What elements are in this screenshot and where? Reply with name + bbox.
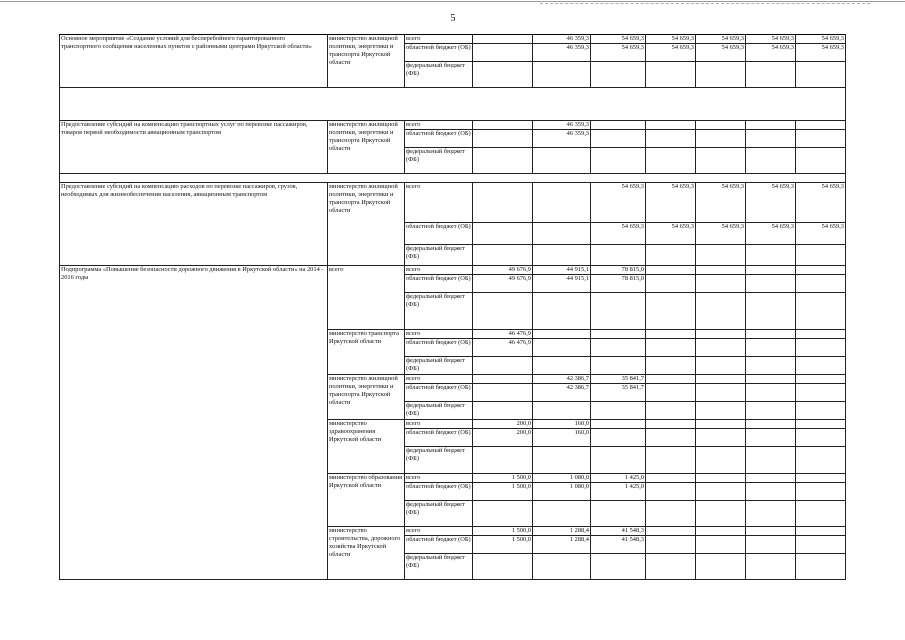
funding-source: федеральный бюджет (ФБ) (405, 293, 473, 330)
amount-cell (746, 330, 796, 339)
amount-cell: 1 500,0 (473, 483, 533, 501)
amount-cell (646, 536, 696, 554)
funding-source: всего (405, 474, 473, 483)
amount-cell: 200,0 (473, 429, 533, 447)
amount-cell (796, 384, 846, 402)
amount-cell (796, 339, 846, 357)
amount-cell (646, 402, 696, 420)
table-row (60, 183, 846, 223)
amount-cell: 54 659,3 (796, 35, 846, 44)
responsible-executor: министерство жилищной политики, энергетики и транспорта Иркутской области (328, 121, 405, 174)
amount-cell (746, 483, 796, 501)
amount-cell (591, 501, 646, 527)
amount-cell (696, 501, 746, 527)
amount-cell: 54 659,3 (646, 183, 696, 223)
amount-cell: 1 500,0 (473, 474, 533, 483)
amount-cell (696, 339, 746, 357)
amount-cell (696, 330, 746, 339)
amount-cell: 54 659,3 (796, 183, 846, 223)
amount-cell: 54 659,3 (646, 35, 696, 44)
amount-cell: 46 359,3 (533, 121, 591, 130)
amount-cell (473, 130, 533, 148)
amount-cell (646, 339, 696, 357)
amount-cell (591, 429, 646, 447)
amount-cell: 54 659,3 (746, 35, 796, 44)
amount-cell (591, 330, 646, 339)
amount-cell (533, 402, 591, 420)
amount-cell (746, 429, 796, 447)
amount-cell (533, 183, 591, 223)
amount-cell: 54 659,3 (746, 223, 796, 245)
amount-cell (646, 62, 696, 88)
funding-source: областной бюджет (ОБ) (405, 223, 473, 245)
amount-cell (646, 420, 696, 429)
amount-cell (746, 474, 796, 483)
amount-cell: 54 659,3 (646, 223, 696, 245)
amount-cell (533, 293, 591, 330)
responsible-executor: министерство жилищной политики, энергетики и транспорта Иркутской области (328, 183, 405, 266)
activity-description: Предоставление субсидий на компенсацию расходов по перевозке пассажиров, грузов, необходимых для жизнеобеспечения населения, авиационным транспортом (60, 183, 328, 266)
page-top-edge-dashes (540, 3, 870, 5)
blank-gap-row (60, 174, 846, 183)
amount-cell (696, 420, 746, 429)
amount-cell (796, 266, 846, 275)
amount-cell (591, 62, 646, 88)
amount-cell (473, 293, 533, 330)
funding-source: всего (405, 375, 473, 384)
amount-cell (646, 293, 696, 330)
funding-source: всего (405, 420, 473, 429)
activity-description: Основное мероприятие «Создание условий для бесперебойного гарантированного транспортного сообщения населенных пунктов с районными центрами Иркутской области» (60, 35, 328, 88)
amount-cell: 1 500,0 (473, 536, 533, 554)
amount-cell (696, 62, 746, 88)
amount-cell (591, 293, 646, 330)
amount-cell (796, 501, 846, 527)
amount-cell (796, 527, 846, 536)
amount-cell (473, 62, 533, 88)
amount-cell: 54 659,3 (796, 223, 846, 245)
amount-cell: 1 288,4 (533, 527, 591, 536)
amount-cell (696, 447, 746, 474)
responsible-executor: министерство транспорта Иркутской области (328, 330, 405, 375)
amount-cell (796, 330, 846, 339)
amount-cell (796, 245, 846, 266)
amount-cell: 1 288,4 (533, 536, 591, 554)
amount-cell (746, 130, 796, 148)
amount-cell (473, 384, 533, 402)
amount-cell (746, 62, 796, 88)
budget-table (59, 34, 846, 580)
amount-cell (591, 420, 646, 429)
amount-cell: 41 548,3 (591, 527, 646, 536)
amount-cell (473, 402, 533, 420)
amount-cell (646, 275, 696, 293)
table-row (60, 35, 846, 44)
amount-cell (591, 402, 646, 420)
funding-source: областной бюджет (ОБ) (405, 384, 473, 402)
amount-cell (746, 339, 796, 357)
amount-cell (696, 402, 746, 420)
amount-cell (796, 293, 846, 330)
amount-cell: 54 659,3 (646, 44, 696, 62)
funding-source: областной бюджет (ОБ) (405, 339, 473, 357)
amount-cell (646, 330, 696, 339)
amount-cell (696, 130, 746, 148)
amount-cell (473, 554, 533, 580)
funding-source: областной бюджет (ОБ) (405, 130, 473, 148)
amount-cell (473, 357, 533, 375)
amount-cell (746, 245, 796, 266)
amount-cell (591, 245, 646, 266)
page-top-edge (0, 1, 905, 2)
funding-source: всего (405, 121, 473, 130)
amount-cell (746, 121, 796, 130)
page-number: 5 (450, 13, 456, 24)
amount-cell (646, 357, 696, 375)
amount-cell (646, 527, 696, 536)
blank-gap-row (60, 88, 846, 121)
amount-cell (646, 266, 696, 275)
amount-cell (473, 447, 533, 474)
responsible-executor: министерство здравоохранения Иркутской области (328, 420, 405, 474)
amount-cell (646, 429, 696, 447)
amount-cell (696, 293, 746, 330)
amount-cell: 49 676,9 (473, 266, 533, 275)
amount-cell (746, 501, 796, 527)
responsible-executor: министерство строительства, дорожного хозяйства Иркутской области (328, 527, 405, 580)
amount-cell (473, 183, 533, 223)
amount-cell (533, 330, 591, 339)
amount-cell (473, 501, 533, 527)
amount-cell (746, 527, 796, 536)
responsible-executor: всего (328, 266, 405, 330)
amount-cell: 1 500,0 (473, 527, 533, 536)
amount-cell (746, 293, 796, 330)
amount-cell (591, 554, 646, 580)
amount-cell (646, 447, 696, 474)
amount-cell (473, 121, 533, 130)
amount-cell: 54 659,3 (696, 44, 746, 62)
amount-cell: 54 659,3 (796, 44, 846, 62)
amount-cell: 54 659,3 (591, 183, 646, 223)
amount-cell (473, 44, 533, 62)
amount-cell (796, 483, 846, 501)
amount-cell: 42 386,7 (533, 384, 591, 402)
amount-cell: 46 476,9 (473, 339, 533, 357)
funding-source: областной бюджет (ОБ) (405, 275, 473, 293)
amount-cell (696, 483, 746, 501)
amount-cell: 35 841,7 (591, 384, 646, 402)
amount-cell (796, 429, 846, 447)
amount-cell: 42 386,7 (533, 375, 591, 384)
amount-cell: 44 915,1 (533, 275, 591, 293)
amount-cell (473, 35, 533, 44)
amount-cell (746, 375, 796, 384)
amount-cell (796, 148, 846, 174)
funding-source: всего (405, 330, 473, 339)
activity-description: Предоставление субсидий на компенсацию транспортных услуг по перевозке пассажиров, товаров первой необходимости авиационным транспортом (60, 121, 328, 174)
amount-cell (473, 148, 533, 174)
amount-cell (646, 375, 696, 384)
amount-cell (696, 245, 746, 266)
funding-source: федеральный бюджет (ФБ) (405, 447, 473, 474)
amount-cell (696, 554, 746, 580)
amount-cell: 41 548,3 (591, 536, 646, 554)
funding-source: областной бюджет (ОБ) (405, 536, 473, 554)
amount-cell (796, 121, 846, 130)
funding-source: федеральный бюджет (ФБ) (405, 148, 473, 174)
amount-cell (746, 420, 796, 429)
funding-source: федеральный бюджет (ФБ) (405, 554, 473, 580)
amount-cell (591, 148, 646, 174)
funding-source: федеральный бюджет (ФБ) (405, 245, 473, 266)
amount-cell: 78 815,0 (591, 266, 646, 275)
amount-cell (646, 474, 696, 483)
amount-cell (696, 357, 746, 375)
amount-cell (746, 384, 796, 402)
amount-cell: 46 359,3 (533, 35, 591, 44)
amount-cell (533, 501, 591, 527)
funding-source: областной бюджет (ОБ) (405, 483, 473, 501)
amount-cell (696, 375, 746, 384)
amount-cell: 54 659,3 (591, 44, 646, 62)
funding-source: всего (405, 35, 473, 44)
amount-cell (533, 339, 591, 357)
amount-cell: 49 676,9 (473, 275, 533, 293)
amount-cell (646, 554, 696, 580)
amount-cell (591, 121, 646, 130)
amount-cell (696, 148, 746, 174)
amount-cell (796, 447, 846, 474)
amount-cell (746, 275, 796, 293)
funding-source: всего (405, 266, 473, 275)
amount-cell (796, 420, 846, 429)
amount-cell: 44 915,1 (533, 266, 591, 275)
amount-cell: 54 659,3 (696, 223, 746, 245)
funding-source: федеральный бюджет (ФБ) (405, 62, 473, 88)
amount-cell (746, 357, 796, 375)
responsible-executor: министерство жилищной политики, энергетики и транспорта Иркутской области (328, 375, 405, 420)
table-row (60, 121, 846, 130)
amount-cell (591, 447, 646, 474)
amount-cell: 160,0 (533, 429, 591, 447)
amount-cell (696, 266, 746, 275)
amount-cell (533, 62, 591, 88)
amount-cell: 200,0 (473, 420, 533, 429)
amount-cell: 46 359,3 (533, 130, 591, 148)
amount-cell (796, 357, 846, 375)
amount-cell: 46 359,3 (533, 44, 591, 62)
table-row (60, 88, 846, 121)
amount-cell (533, 447, 591, 474)
amount-cell (533, 148, 591, 174)
responsible-executor: министерство жилищной политики, энергетики и транспорта Иркутской области (328, 35, 405, 88)
amount-cell (646, 121, 696, 130)
amount-cell (646, 148, 696, 174)
amount-cell (646, 483, 696, 501)
amount-cell (746, 266, 796, 275)
amount-cell (473, 223, 533, 245)
amount-cell (696, 536, 746, 554)
amount-cell (473, 245, 533, 266)
amount-cell (696, 474, 746, 483)
amount-cell (796, 62, 846, 88)
amount-cell: 46 476,9 (473, 330, 533, 339)
amount-cell: 54 659,3 (746, 183, 796, 223)
amount-cell (746, 402, 796, 420)
funding-source: федеральный бюджет (ФБ) (405, 402, 473, 420)
amount-cell: 1 425,0 (591, 474, 646, 483)
amount-cell (696, 429, 746, 447)
amount-cell (796, 130, 846, 148)
amount-cell (796, 402, 846, 420)
funding-source: федеральный бюджет (ФБ) (405, 501, 473, 527)
amount-cell (591, 130, 646, 148)
amount-cell: 54 659,3 (746, 44, 796, 62)
amount-cell: 160,0 (533, 420, 591, 429)
amount-cell (646, 130, 696, 148)
funding-source: областной бюджет (ОБ) (405, 44, 473, 62)
responsible-executor: министерство образования Иркутской области (328, 474, 405, 527)
funding-source: федеральный бюджет (ФБ) (405, 357, 473, 375)
amount-cell (533, 245, 591, 266)
amount-cell (696, 275, 746, 293)
amount-cell (696, 121, 746, 130)
amount-cell: 54 659,3 (696, 183, 746, 223)
amount-cell (696, 527, 746, 536)
amount-cell (533, 357, 591, 375)
amount-cell (796, 474, 846, 483)
funding-source: всего (405, 527, 473, 536)
amount-cell: 1 080,0 (533, 483, 591, 501)
amount-cell (533, 223, 591, 245)
amount-cell (796, 554, 846, 580)
table-row (60, 174, 846, 183)
amount-cell (533, 554, 591, 580)
amount-cell (696, 384, 746, 402)
amount-cell: 78 815,0 (591, 275, 646, 293)
amount-cell (796, 375, 846, 384)
amount-cell (746, 536, 796, 554)
amount-cell (796, 275, 846, 293)
amount-cell (591, 357, 646, 375)
amount-cell (746, 148, 796, 174)
amount-cell (796, 536, 846, 554)
amount-cell (473, 375, 533, 384)
amount-cell: 54 659,3 (591, 223, 646, 245)
amount-cell (746, 447, 796, 474)
amount-cell (746, 554, 796, 580)
subprogram-description: Подпрограмма «Повышение безопасности дорожного движения в Иркутской области» на 2014 - 2016 годы (60, 266, 328, 580)
amount-cell: 1 425,0 (591, 483, 646, 501)
amount-cell: 54 659,3 (696, 35, 746, 44)
amount-cell (591, 339, 646, 357)
amount-cell: 54 659,3 (591, 35, 646, 44)
amount-cell: 1 080,0 (533, 474, 591, 483)
funding-source: областной бюджет (ОБ) (405, 429, 473, 447)
amount-cell (646, 501, 696, 527)
table-row (60, 266, 846, 275)
funding-source: всего (405, 183, 473, 223)
amount-cell (646, 384, 696, 402)
amount-cell: 35 841,7 (591, 375, 646, 384)
amount-cell (646, 245, 696, 266)
